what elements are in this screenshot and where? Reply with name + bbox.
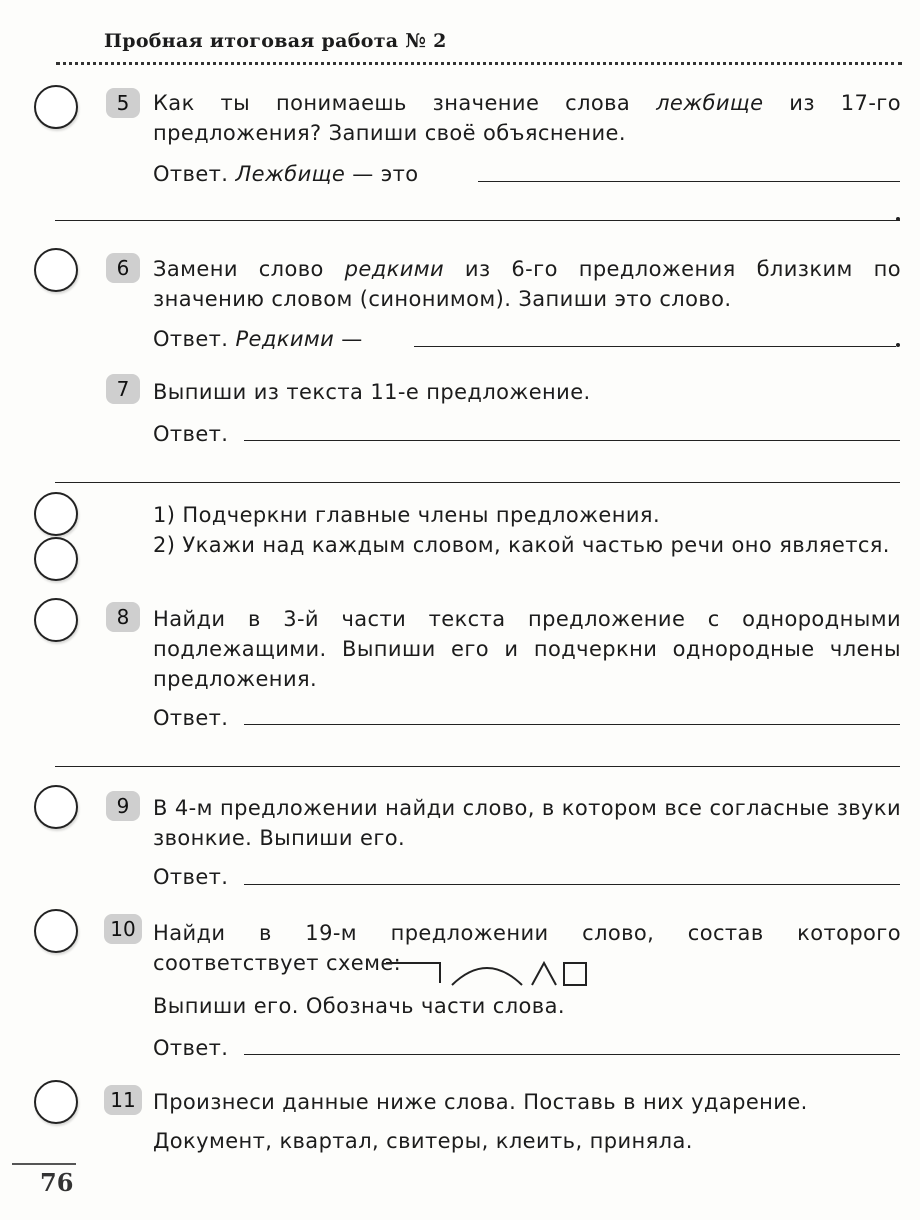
- score-circle-icon[interactable]: [34, 598, 78, 642]
- end-dot: [896, 217, 900, 221]
- score-circle-icon[interactable]: [34, 785, 78, 829]
- score-circle-icon[interactable]: [34, 85, 78, 129]
- end-dot: [896, 343, 900, 347]
- task-10-instruction: Выпиши его. Обозначь части слова.: [153, 994, 565, 1018]
- task-8-answer-line-2[interactable]: [55, 766, 900, 767]
- task-6-answer-line[interactable]: [414, 346, 896, 347]
- task-6-question: Замени слово редкими из 6-го предложения близким по значению словом (синонимом). Запиши это слово.: [153, 257, 901, 311]
- page-number: 76: [40, 1168, 74, 1197]
- task-number-badge: 10: [104, 914, 142, 944]
- task-number-badge: 7: [106, 374, 140, 404]
- task-7-answer-line[interactable]: [244, 440, 900, 441]
- task-5-question: Как ты понимаешь значение слова лежбище из 17-го предложения? Запиши своё объяснение.: [153, 91, 901, 145]
- task-9-answer-label: Ответ.: [153, 865, 229, 889]
- task-6-answer-label: Ответ. Редкими —: [153, 327, 363, 351]
- task-11-word-list: Документ, квартал, свитеры, клеить, приняла.: [153, 1129, 693, 1153]
- task-number-badge: 11: [104, 1085, 142, 1115]
- score-circle-icon[interactable]: [34, 248, 78, 292]
- task-8-answer-label: Ответ.: [153, 706, 229, 730]
- task-10-question: Найди в 19-м предложении слово, состав которого соответствует схеме:: [153, 921, 901, 975]
- task-number-badge: 5: [106, 88, 140, 118]
- score-circle-icon[interactable]: [34, 1080, 78, 1124]
- task-5-answer-line-2[interactable]: [55, 220, 900, 221]
- task-7-subtask-2: 2) Укажи над каждым словом, какой частью речи оно является.: [153, 533, 890, 557]
- page-header-title: Пробная итоговая работа № 2: [104, 30, 447, 52]
- task-7-subtask-1: 1) Подчеркни главные члены предложения.: [153, 503, 661, 527]
- task-number-badge: 6: [106, 253, 140, 283]
- task-number-badge: 8: [106, 602, 140, 632]
- header-dotted-rule: [56, 62, 902, 65]
- page-number-rule: [12, 1163, 76, 1165]
- task-8-question: Найди в 3-й части текста предложение с однородными подлежащими. Выпиши его и подчеркни однородные члены предложения.: [153, 607, 901, 691]
- task-7-question: Выпиши из текста 11-е предложение.: [153, 380, 591, 404]
- task-8-answer-line[interactable]: [244, 724, 900, 725]
- task-7-answer-label: Ответ.: [153, 422, 229, 446]
- score-circle-icon[interactable]: [34, 537, 78, 581]
- task-10-answer-line[interactable]: [244, 1054, 900, 1055]
- score-circle-icon[interactable]: [34, 492, 78, 536]
- task-number-badge: 9: [106, 791, 140, 821]
- task-11-question: Произнеси данные ниже слова. Поставь в них ударение.: [153, 1090, 808, 1114]
- task-5-answer-line[interactable]: [478, 181, 900, 182]
- score-circle-icon[interactable]: [34, 909, 78, 953]
- task-9-question: В 4-м предложении найди слово, в котором все согласные звуки звонкие. Выпиши его.: [153, 796, 901, 850]
- task-7-answer-line-2[interactable]: [55, 482, 900, 483]
- task-5-answer-label: Ответ. Лежбище — это: [153, 162, 419, 186]
- task-9-answer-line[interactable]: [244, 884, 900, 885]
- task-10-answer-label: Ответ.: [153, 1036, 229, 1060]
- morpheme-scheme-icon: [384, 957, 596, 991]
